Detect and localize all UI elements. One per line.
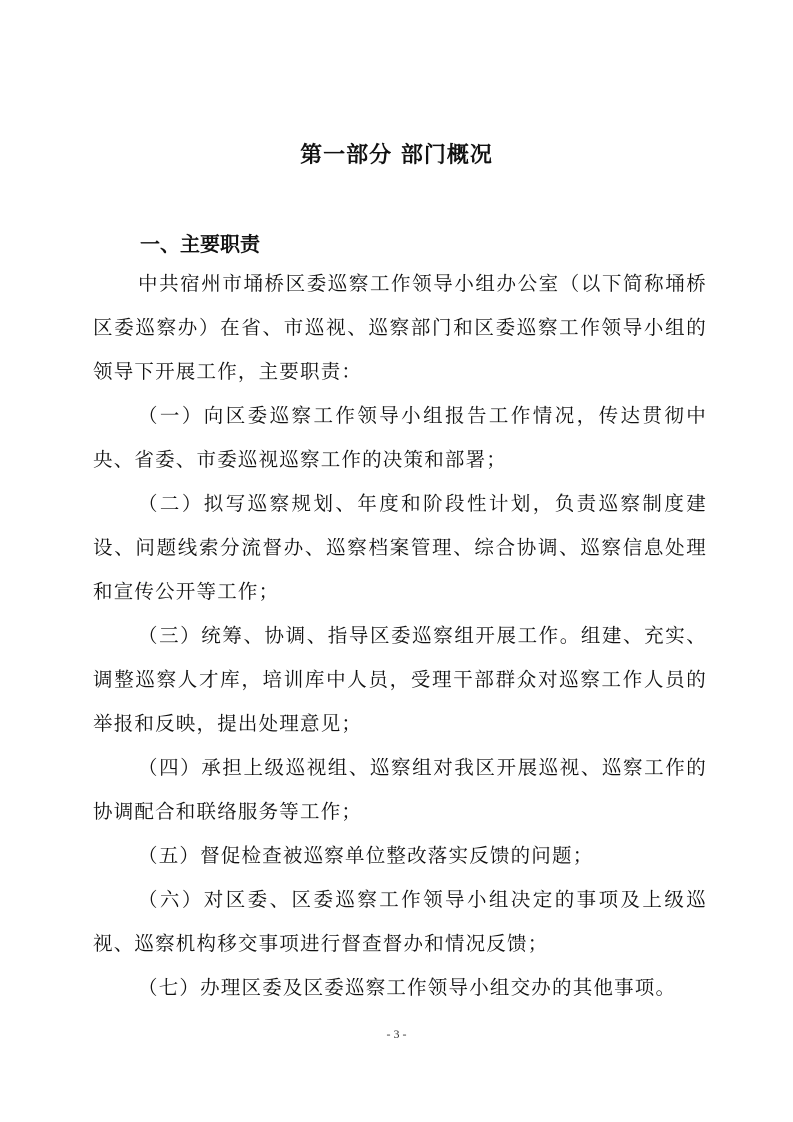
paragraph-intro: 中共宿州市埇桥区委巡察工作领导小组办公室（以下简称埇桥区委巡察办）在省、市巡视、巡察部门和区委巡察工作领导小组的领导下开展工作，主要职责： xyxy=(93,272,707,383)
paragraph-duty-4: （四）承担上级巡视组、巡察组对我区开展巡视、巡察工作的协调配合和联络服务等工作； xyxy=(93,756,707,823)
paragraph-duty-2: （二）拟写巡察规划、年度和阶段性计划，负责巡察制度建设、问题线索分流督办、巡察档案管理、综合协调、巡察信息处理和宣传公开等工作； xyxy=(93,492,707,603)
page-number: - 3 - xyxy=(386,1027,407,1041)
paragraph-duty-3: （三）统筹、协调、指导区委巡察组开展工作。组建、充实、调整巡察人才库，培训库中人员，受理干部群众对巡察工作人员的举报和反映，提出处理意见； xyxy=(93,624,707,735)
page-title: 第一部分 部门概况 xyxy=(300,143,493,168)
paragraph-duty-6: （六）对区委、区委巡察工作领导小组决定的事项及上级巡视、巡察机构移交事项进行督查督办和情况反馈； xyxy=(93,888,707,955)
section-heading: 一、主要职责 xyxy=(140,232,260,256)
paragraph-duty-7: （七）办理区委及区委巡察工作领导小组交办的其他事项。 xyxy=(138,976,677,999)
paragraph-duty-5: （五）督促检查被巡察单位整改落实反馈的问题； xyxy=(138,844,594,867)
paragraph-duty-1: （一）向区委巡察工作领导小组报告工作情况，传达贯彻中央、省委、市委巡视巡察工作的决策和部署； xyxy=(93,404,707,471)
